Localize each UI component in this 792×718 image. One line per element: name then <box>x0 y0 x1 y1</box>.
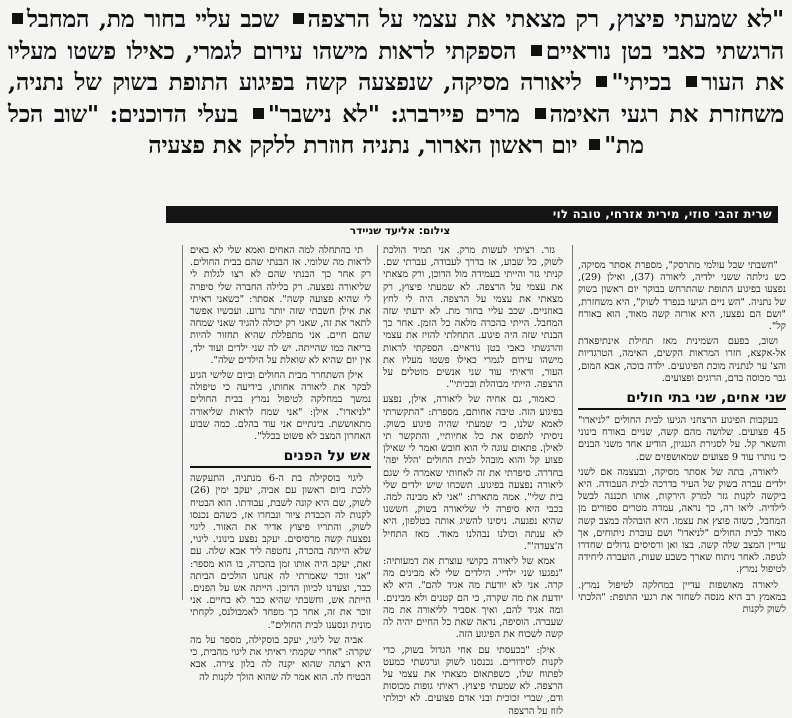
column-divider <box>572 245 573 600</box>
headline-segment: ליאורה מסיקה, שנפצעה קשה בפיגוע התופת בשוק של נתניה, משחזרת את רגעי האימה <box>8 68 784 128</box>
article-column-3 <box>190 245 371 683</box>
paragraph: "חשבתי שכל עולמי מתרסק", מספרת אסתר מסיקה, כש גילתה ששני ילדיה, ליאורה (37), ואילן (29), נפצעו בפיגוע התופת שהתרחש בבוקר יום ראשון בשוק של נתניה. "הש ניים הגיעו בנפרד לשוק", היא משחזרת, "ושם הם נפצעו, היא אורזה קשה מאוד, הוא באורח קל". <box>578 260 786 333</box>
square-bullet-icon <box>12 13 23 24</box>
square-bullet-icon <box>531 45 542 56</box>
headline-segment: הרגשתי כאבי בטן נוראיים <box>545 36 784 65</box>
paragraph: אילן: "בכעסתי עם אחי הגדול בשוק, כדי לקנות לסידורים. נכנסנו לשוק ונרגשתי כמעט לפתוח שלו, כשפתאום מצאתי את עצמי על הרצפה. לא שמעתי פיצוץ. ראיתי גופות מכוסות ודם, שברי זכוכית ובני אדם פצועים. לא יכולתי לזוז על הרצפה <box>383 644 563 717</box>
photo-credit: צילום: אליעד שניידר <box>349 225 451 237</box>
paragraph: בעקבות הפיגוע הרצחני הגיעו לבית החולים "לניאדו" 45 פצועים. שלושה מהם קשה, שניים באורח בינוני והשאר קל. על לסגירת הגנגיון, הודיע אחד משני הבנים כי נותרו עוד 9 פצועים שמאושפזים שם. <box>578 415 786 463</box>
paragraph: ליאורה מאושפזת עדיין במחלקה לטיפול נמרץ. במאמץ רב היא מנסה לשחזר את רגעי התופת: "הלכתי לשוק לקנות <box>578 579 786 616</box>
paragraph: גזר. רציתי לעשות מרק. אני תמיד הולכת לשוק, כל שבוע, אז בדרך לעבודה, עברתי שם. קניתי גזר והייתי בעמידה מול הדוכן, ורק מצאתי את עצמי על הרצפה. לא שמעתי פיצוץ, רק מצאתי את עצמי על הרצפה. היה לי לחץ באוזניים. שכב עליי בחור מת. לא ידעתי שזה המחבל. הייתי בהכרה מלאה כל הזמן. אחר כך הבנתי שזה היה פיגוע. התחלתי להזיז את עצמי והרגשתי כאבי בטן נוראיים. הספקתי לראות מישהו עירום לגמרי כאילו פשטו מעליו את העור, וראיתי עוד שני אנשים מוטלים על הרצפה. הייתי מבוהלת ובכיתי". <box>383 245 563 391</box>
article-column-2 <box>383 245 563 717</box>
paragraph: אמא של ליאורה בקושי עוצרת את דמעותיה: "נפגעו שני ילדיי. הילדים שלי לא מבינים מה קרה. אני לא יודעת מה אגיד להם". היא לא יודעת את מה שקרה, כי הם קטנים ולא מבינים. ומה אגיד להם, ואיך אסביר לליאורה את מה שעברה. הוסיפה, נראה שאת כל החיים יהיה לה קשה לשכוח את הפיגוע הזה. <box>383 556 563 641</box>
headline-segment: "לא שמעתי פיצוץ, רק מצאתי את עצמי על הרצפה <box>307 5 784 33</box>
article-column-1 <box>578 260 786 616</box>
paragraph: ליאורה, בתה של אסתר מסיקה, ובעצמה אם לשני ילדים עברה בשוק של העיר בדרכה לבית העבודה. היא ביקשה לקנות גזר למרק הירקות, אותו תכננה לבשל לילדיה. ליאו רה, כך נראה, עמדה מטרים ספורים מן המחבל, כשזה פוצץ את עצמו. היא הובהלה במצב קשה מאוד לבית החולים "לניאדו" ושם עוברת ניתוחים, אך עדיין המצב שלה קשה. בצו ואן ורסיסים גדולים שחדרו לגופה. לאחר ניתוח שארך כשבע שעות, הועברה ליחידה לטיפול נמרץ. <box>578 466 786 576</box>
headline-segment: מרים פיירברג: "לא נישבר" <box>267 99 520 128</box>
headline-segment: בכיתי" <box>611 68 672 97</box>
headline-segment: בעלי הדוכנים: "שוב הכל מת" <box>8 99 644 160</box>
subheading: אש על הפנים <box>190 447 371 468</box>
square-bullet-icon <box>293 13 304 24</box>
square-bullet-icon <box>589 139 600 150</box>
paragraph: ליגוי בוסקילה בת ה-6 מנתניה, התעקשה ללכת ביום ראשון עם אביה, יעקב ימין (26) לשוק, שם היא קונה לשבת, עבודתו. הוא הבטיח לקנות לה הכבדת ציור ונבחרו אז, כשהם נכנסו לשוק, והתריו פיצוץ אדיר את האזור. ליגוי נפצעה קשה מרסיסים. יעקב נפצע בינוני. ליגוי, שלא הייתה בהכרה, נחטפה ליד אבא שלה. עם זאת, יעקב היה אותו זמן בהכרה, בו הוא מספר: "אני זוכר שאמרתי לה אנחנו הולכים הביתה כבר, וצעדנו לכיוון הדוכן. הייתה אש על הפנים. הייתה אש, וחשבתי שהיא כבר לא בחיים. אני זוכר את זה, אחר כך מפחד לאמבולנס, לקחתי מונית ונסענו לבית החולים". <box>190 473 371 631</box>
paragraph: תי בהתחלה למה האחים ואמא שלי לא באים לראות מה שלומי. אז הבנתי שהם בבית החולים. רק אחר כך הבנתי שהם לא רצו לגלות לי שליאורה נפצעה. רק בלילה החברה שלי סיפרה לי שהיא פצועה קשה". אסתר: "כשאני ראיתי את אילן חשבתי שזה יותר גרוע. ועכשיו אפשר לתאר את זה, שאני רק יכולה להגיד שאני שמחה שהם חיים. אני מתפללת שהיא תחזור להיות בריאה כמו שהייתה. יש לה שני ילדים ועוד ילד, אין יום שהיא לא שואלת על הילדים שלה". <box>190 245 371 366</box>
byline-bar: שרית זהבי סוזי, מירית אזרחי, טובה לוי <box>166 206 778 223</box>
square-bullet-icon <box>686 76 697 87</box>
column-divider <box>182 245 183 600</box>
headline-segment: שכב עליי בחור מת, המחבל <box>27 5 279 33</box>
square-bullet-icon <box>535 108 546 119</box>
column-divider <box>377 245 378 600</box>
square-bullet-icon <box>596 76 607 87</box>
square-bullet-icon <box>253 108 264 119</box>
subheading: שני אחים, שני בתי חולים <box>578 389 786 410</box>
headline-segment: הספקתי לראות מישהו עירום לגמרי, כאילו פשטו מעליו את העור <box>8 36 785 97</box>
paragraph: אביה של ליגוי, יעקב בוסקילה, מספר על מה שקרה: "אחרי שקמתי ראיתי את ליגוי מהבית, כי היא רצתה שהוא יקנה לה בלון צירה. אבא הבטיח לה. הוא אמר לה שהוא הולך לקנות לה <box>190 634 371 683</box>
paragraph: כאמור, גם אחיה של ליאורה, אילן, נפצע בפיגוע הזה. טיבה אחותם, מספרת: "התקשרתי לאמא שלנו, כי שמעתי שהיה פיגוע בשוק. ניסיתי לתפוס את כל אחיותיי, והתקשר תי לאילן. פתאום עוגה לי הוא חובש ואמר לי שאילן פצוע קל והוא מובהל לבית החולים 'הלל יפה' בחדרה. סיפרתי את זה לאחותי שאמרה לי שגם ליאורה נפצעה בפיגוע. תשכחו שיש ילדים שלי בית שלי". אמה מתארת: "אני לא מבינה למה. בכבי היא סיפרה לי שליאורה בשוק, חששנו שהיא נפגעה. ניסינו להשיג אותה בטלפון, היא לא ענתה וכולנו נבהלנו מאוד. מאז התחיל ה'צעדה'". <box>383 394 563 552</box>
paragraph: אילן השתחרר מבית החולים וביום שלישי הגיע לבקר את ליאורה אחותו, בידיעה כי טיפולה נמשך במחלקה לטיפול נמרץ בבית החולים "לניאדו". אילן: "אני שמח לראות שליאורה מתאוששת. בינתיים אני עוד בהלם. כמה שבוע האחרון המצב לא פשוט בכלל". <box>190 370 371 443</box>
headline-segment: יום ראשון הארור, נתניה חוזרת ללקק את פצעיה <box>148 131 578 160</box>
headline <box>8 4 784 162</box>
paragraph: ושוב, בפעם השמינית מאז תחילת אינתיפאדת אל-אקצא, חזרו המראות הקשים, האימה, הטרגדיות והצ' ער לנתניה מוכת הפיגועים. ילדה בוכה, אבא המום, גבר מכוסה בדם, הרוגים ופצועים. <box>578 336 786 384</box>
